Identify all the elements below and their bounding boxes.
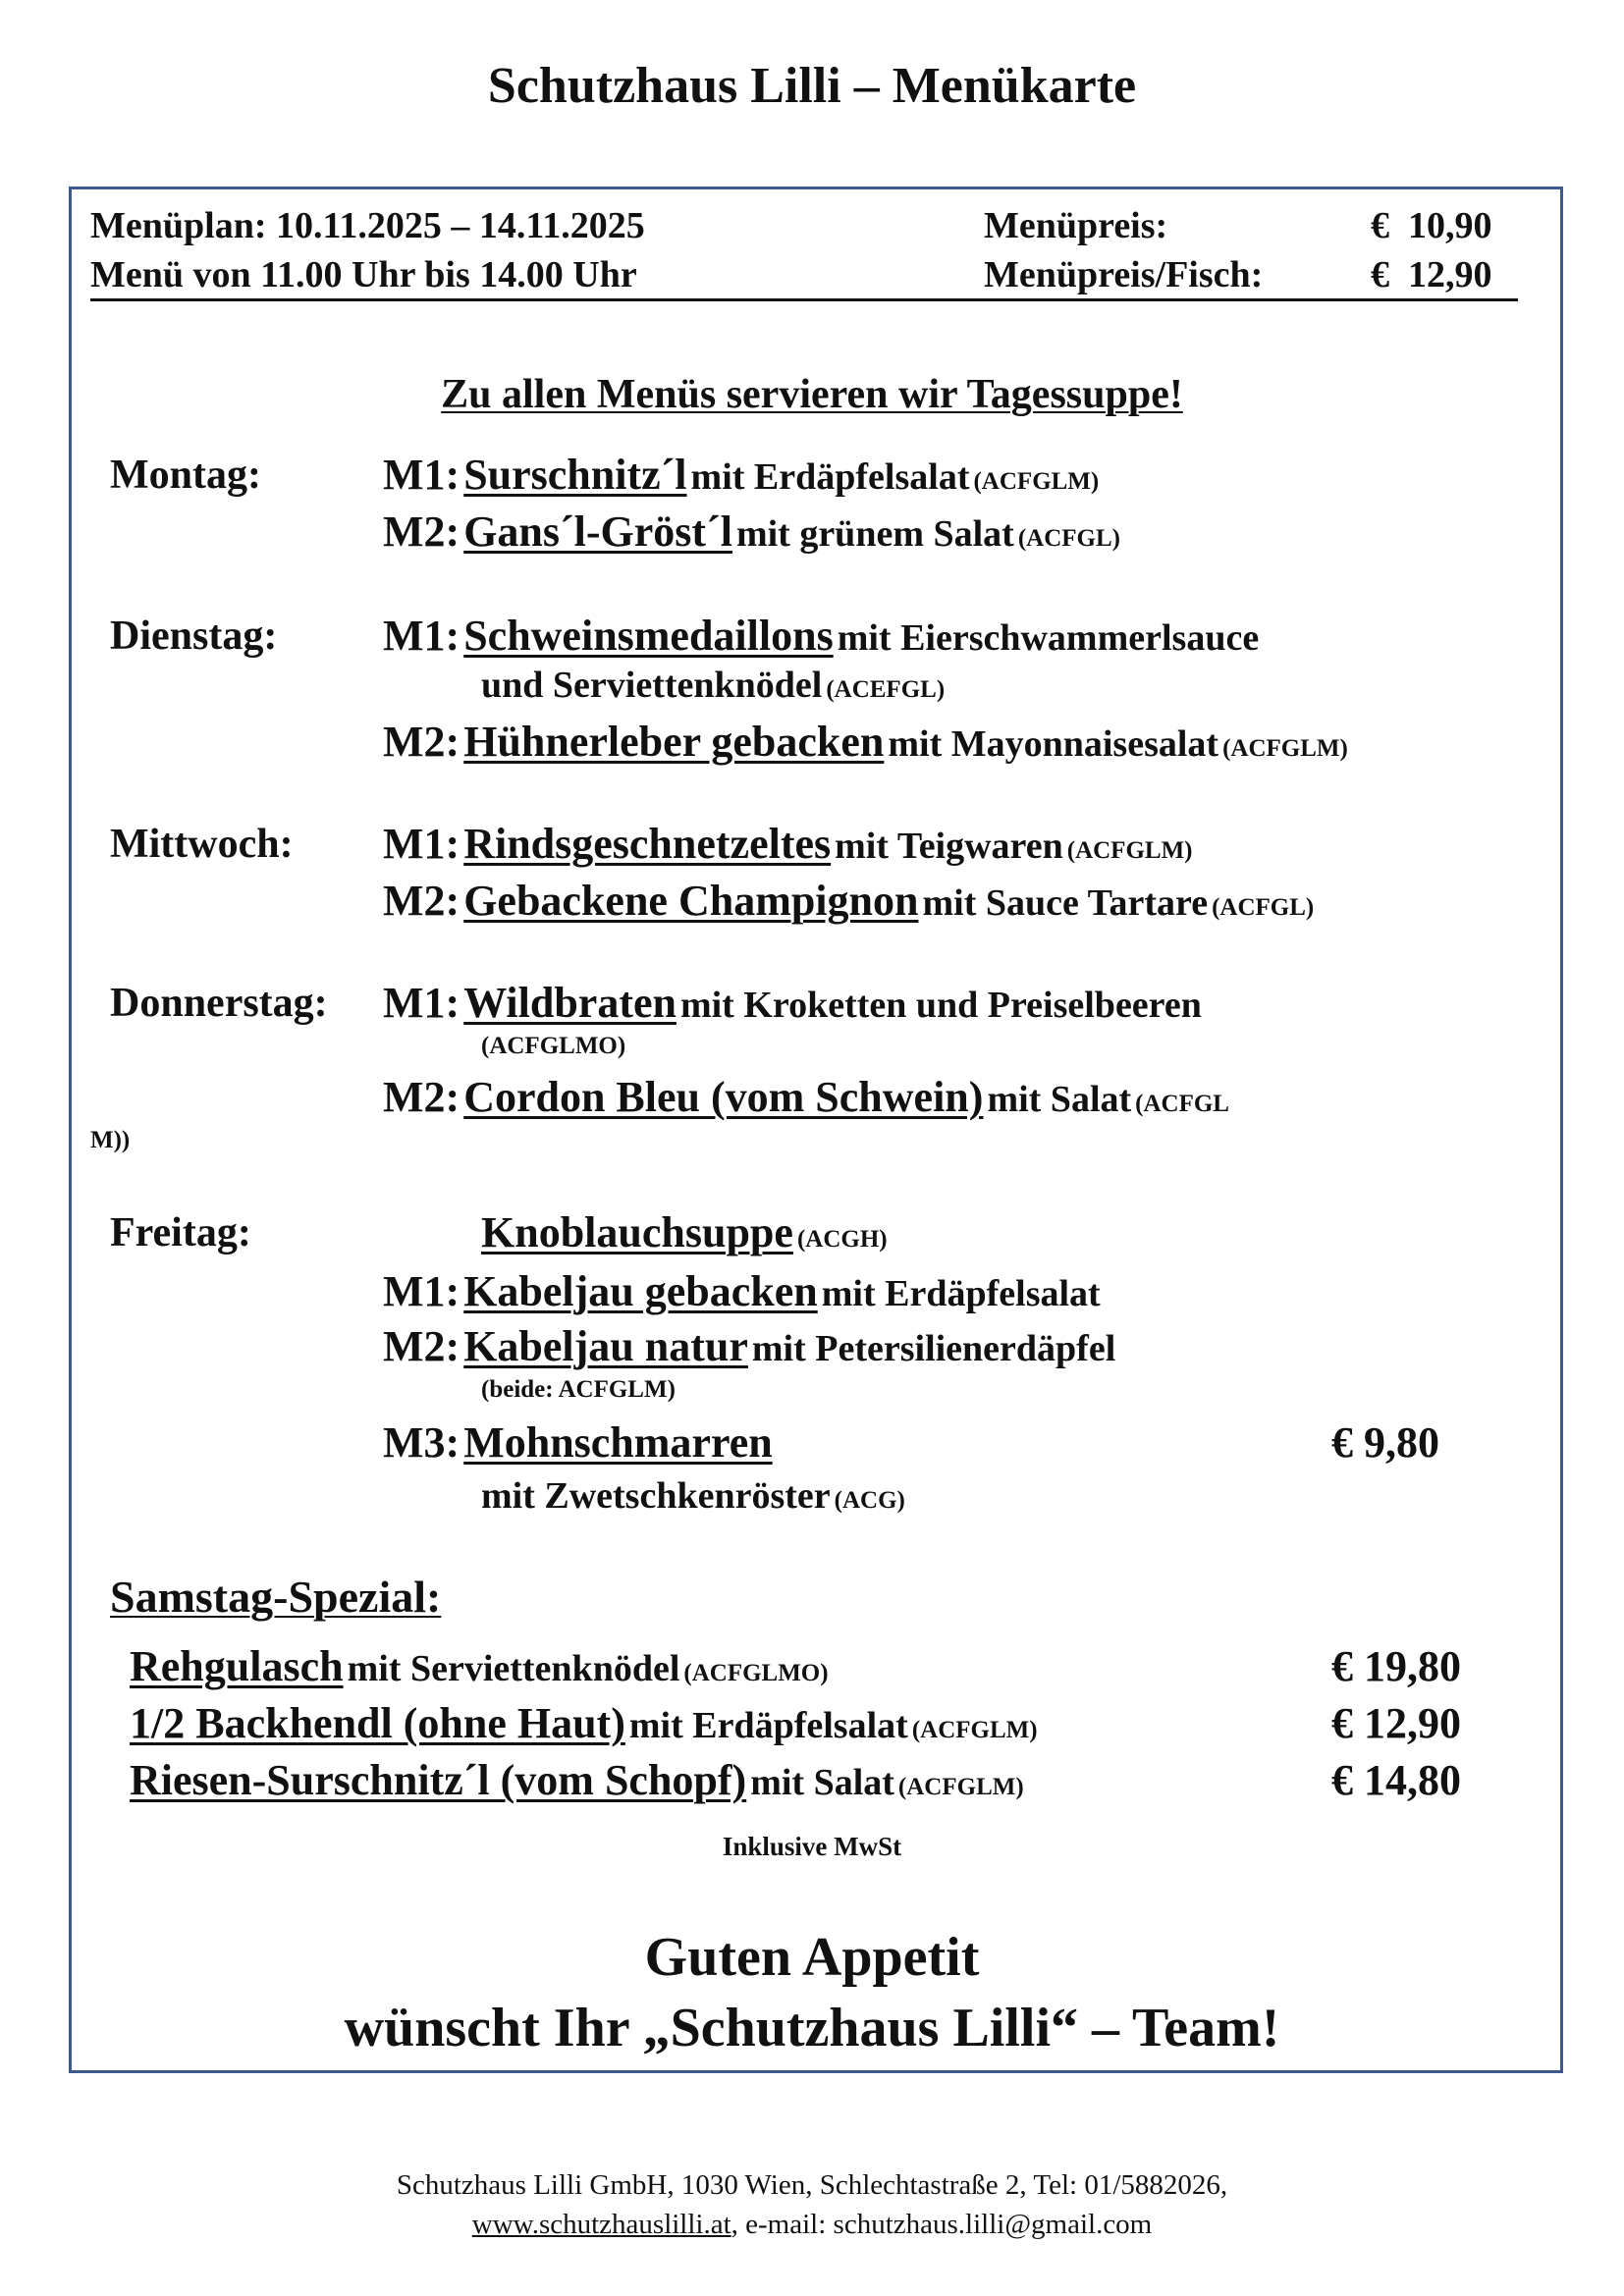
menu-item xyxy=(383,819,1193,869)
dish-name: Rindsgeschnetzeltes xyxy=(463,820,832,868)
dish-side: mit grünem Salat xyxy=(735,513,1014,555)
dish-side: mit Eierschwammerlsauce xyxy=(837,617,1260,659)
dish-name: Kabeljau gebacken xyxy=(463,1267,818,1315)
menu-plan-dates: Menüplan: 10.11.2025 – 14.11.2025 xyxy=(90,205,645,246)
dish-name: Gebackene Champignon xyxy=(463,877,919,925)
day-label-friday: Freitag: xyxy=(110,1210,251,1255)
vat-note: Inklusive MwSt xyxy=(722,1832,902,1861)
menu-item xyxy=(383,717,1348,767)
menu-code: M2: xyxy=(383,718,460,766)
menu-code: M1: xyxy=(383,612,460,660)
dish-name: Riesen-Surschnitz´l (vom Schopf) xyxy=(130,1756,747,1804)
menu-item-continued xyxy=(481,664,945,707)
menu-item xyxy=(383,876,1314,926)
allergen-codes: (ACFGLM) xyxy=(1066,837,1193,864)
soup-note: Zu allen Menüs servieren wir Tagessuppe! xyxy=(441,372,1183,417)
day-label-tuesday: Dienstag: xyxy=(110,614,278,659)
menu-item-soup xyxy=(481,1207,888,1257)
allergen-codes: (ACFGLM) xyxy=(973,468,1100,495)
menu-item xyxy=(383,1072,1229,1122)
menu-item xyxy=(383,1417,773,1468)
menu-code: M1: xyxy=(383,979,460,1027)
dish-name: 1/2 Backhendl (ohne Haut) xyxy=(130,1699,625,1747)
menu-price-label: Menüpreis: xyxy=(984,205,1168,246)
dish-side: mit Erdäpfelsalat xyxy=(628,1705,908,1746)
allergen-codes-wrap: M)) xyxy=(90,1127,131,1153)
menu-code: M1: xyxy=(383,1267,460,1315)
website-link[interactable]: www.schutzhauslilli.at xyxy=(471,2209,731,2240)
closing-line-1: Guten Appetit xyxy=(644,1927,980,1988)
dish-name: Mohnschmarren xyxy=(463,1418,773,1467)
dish-side: und Serviettenknödel xyxy=(481,665,823,706)
allergen-codes: (ACFGLMO) xyxy=(683,1660,829,1686)
saturday-item xyxy=(130,1698,1038,1748)
allergen-codes: (ACFGLMO) xyxy=(481,1033,626,1059)
dish-name: Surschnitz´l xyxy=(463,451,687,499)
dish-side: mit Salat xyxy=(987,1079,1132,1120)
footer-contact xyxy=(0,2209,1624,2241)
header-divider xyxy=(90,298,1518,301)
allergen-codes: (ACFGL) xyxy=(1017,525,1120,552)
dish-side: mit Zwetschkenröster xyxy=(481,1475,831,1517)
dish-side: mit Mayonnaisesalat xyxy=(888,723,1219,765)
footer-address: Schutzhaus Lilli GmbH, 1030 Wien, Schlechtastraße 2, Tel: 01/5882026, xyxy=(396,2169,1228,2201)
day-label-monday: Montag: xyxy=(110,453,261,498)
dish-name: Rehgulasch xyxy=(130,1642,344,1690)
menu-hours: Menü von 11.00 Uhr bis 14.00 Uhr xyxy=(90,254,637,295)
menu-item xyxy=(383,507,1120,557)
menu-code: M2: xyxy=(383,877,460,925)
dish-price: € 14,80 xyxy=(1331,1756,1461,1804)
allergen-codes: (ACFGLM) xyxy=(911,1717,1038,1743)
menu-code: M1: xyxy=(383,820,460,868)
dish-side: mit Erdäpfelsalat xyxy=(690,456,970,498)
allergen-codes: (ACFGL xyxy=(1135,1091,1229,1117)
footer-email: , e-mail: schutzhaus.lilli@gmail.com xyxy=(731,2209,1153,2240)
dish-side: mit Teigwaren xyxy=(835,826,1063,867)
allergen-codes: (ACGH) xyxy=(796,1226,888,1253)
fish-price-value: € 12,90 xyxy=(1371,254,1492,295)
dish-name: Hühnerleber gebacken xyxy=(463,718,885,766)
menu-item xyxy=(383,1321,1115,1371)
allergen-codes: (ACEFGL) xyxy=(826,676,946,703)
allergen-codes: (ACG) xyxy=(834,1487,905,1514)
dish-name: Schweinsmedaillons xyxy=(463,612,834,660)
allergen-codes: (beide: ACFGLM) xyxy=(481,1376,676,1403)
dish-name: Kabeljau natur xyxy=(463,1322,748,1370)
menu-code: M2: xyxy=(383,1073,460,1121)
menu-item xyxy=(383,1266,1101,1316)
saturday-special-title: Samstag-Spezial: xyxy=(110,1572,442,1622)
dish-side: mit Sauce Tartare xyxy=(922,882,1209,924)
day-label-wednesday: Mittwoch: xyxy=(110,822,294,867)
dish-price: € 19,80 xyxy=(1331,1642,1461,1690)
menu-code: M3: xyxy=(383,1418,460,1467)
dish-name: Knoblauchsuppe xyxy=(481,1208,793,1256)
day-label-thursday: Donnerstag: xyxy=(110,981,328,1026)
dish-side: mit Salat xyxy=(750,1762,894,1803)
menu-item-continued xyxy=(481,1474,905,1518)
menu-item xyxy=(383,978,1202,1028)
dish-side: mit Serviettenknödel xyxy=(347,1648,680,1689)
allergen-codes: (ACFGLM) xyxy=(897,1774,1024,1800)
fish-price-label: Menüpreis/Fisch: xyxy=(984,254,1264,295)
menu-code: M2: xyxy=(383,507,460,556)
allergen-codes: (ACFGL) xyxy=(1212,894,1315,921)
allergen-codes: (ACFGLM) xyxy=(1222,735,1348,762)
menu-price-value: € 10,90 xyxy=(1371,205,1492,246)
dish-side: mit Kroketten und Preiselbeeren xyxy=(679,985,1202,1026)
menu-code: M1: xyxy=(383,451,460,499)
menu-code: M2: xyxy=(383,1322,460,1370)
dish-name: Gans´l-Gröst´l xyxy=(463,507,732,556)
dish-name: Cordon Bleu (vom Schwein) xyxy=(463,1073,984,1121)
menu-item xyxy=(383,611,1259,661)
dish-price: € 9,80 xyxy=(1331,1418,1439,1467)
dish-side: mit Petersilienerdäpfel xyxy=(751,1328,1116,1369)
dish-name: Wildbraten xyxy=(463,979,677,1027)
dish-price: € 12,90 xyxy=(1331,1699,1461,1747)
menu-item xyxy=(383,450,1099,500)
saturday-item xyxy=(130,1641,829,1691)
page-title: Schutzhaus Lilli – Menükarte xyxy=(487,58,1137,114)
dish-side: mit Erdäpfelsalat xyxy=(821,1273,1101,1314)
saturday-item xyxy=(130,1755,1024,1805)
closing-line-2: wünscht Ihr „Schutzhaus Lilli“ – Team! xyxy=(344,1998,1280,2058)
